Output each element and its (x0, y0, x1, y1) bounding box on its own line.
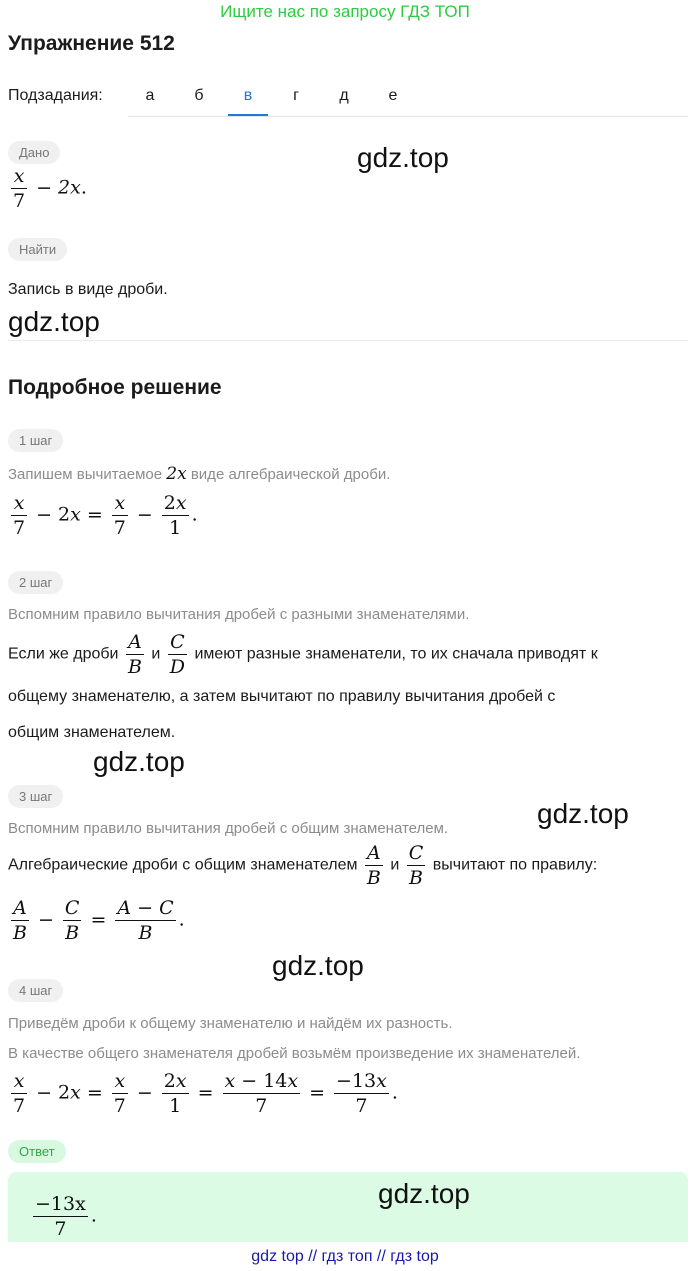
page-title: Упражнение 512 (8, 32, 175, 55)
step-2-rule-line-2: общему знаменателю, а затем вычитают по правилу вычитания дробей с (8, 688, 556, 705)
answer-badge: Ответ (8, 1140, 66, 1163)
watermark: gdz.top (8, 306, 100, 337)
watermark: gdz.top (537, 798, 629, 829)
watermark: gdz.top (357, 142, 449, 173)
step-2-note: Вспомним правило вычитания дробей с разными знаменателями. (8, 606, 470, 623)
tab-b[interactable]: б (194, 87, 204, 104)
answer-box (8, 1172, 688, 1247)
step-3-badge: 3 шаг (8, 785, 63, 808)
footer-links[interactable]: gdz top // гдз топ // гдз top (0, 1242, 690, 1271)
given-expression: $\frac{x}{7}$ − 2x. (13, 165, 87, 212)
step-3-equation: $\frac{A}{B}$ − $\frac{C}{B}$ = $\frac{A - C}{B}$ . (13, 897, 185, 944)
given-badge: Дано (8, 141, 60, 164)
answer-expression: $\frac{-13x}{7}$ . (35, 1193, 97, 1240)
step-3-rule-line: Алгебраические дроби с общим знаменателем $\frac{A}{B}$ и $\frac{C}{B}$ вычитают по правилу: (8, 842, 598, 889)
find-text: Запись в виде дроби. (8, 281, 168, 298)
watermark: gdz.top (93, 746, 185, 777)
step-4-note-2: В качестве общего знаменателя дробей возьмём произведение их знаменателей. (8, 1045, 581, 1062)
step-1-equation: $\frac{x}{7}$ − 2x = $\frac{x}{7}$ − $\frac{2x}{1}$ . (13, 492, 198, 539)
step-4-note-1: Приведём дроби к общему знаменателю и найдём их разность. (8, 1015, 453, 1032)
watermark: gdz.top (272, 950, 364, 981)
tab-g[interactable]: г (293, 87, 299, 104)
tab-d[interactable]: д (339, 87, 349, 104)
step-1-badge: 1 шаг (8, 429, 63, 452)
step-2-rule-line-1: Если же дроби $\frac{A}{B}$ и $\frac{C}{D}$ имеют разные знаменатели, то их сначала приводят к (8, 631, 598, 678)
subtasks-label: Подзадания: (8, 87, 103, 104)
watermark: gdz.top (378, 1178, 470, 1209)
step-3-note: Вспомним правило вычитания дробей с общим знаменателем. (8, 820, 449, 837)
step-2-badge: 2 шаг (8, 571, 63, 594)
step-4-badge: 4 шаг (8, 979, 63, 1002)
divider (8, 340, 688, 341)
step-1-note: Запишем вычитаемое 2x виде алгебраической дроби. (8, 464, 391, 484)
find-badge: Найти (8, 238, 67, 261)
subtask-tabs (128, 80, 688, 117)
solution-title: Подробное решение (8, 376, 222, 399)
tab-a[interactable]: а (145, 87, 155, 104)
step-4-equation: $\frac{x}{7}$ − 2x = $\frac{x}{7}$ − $\frac{2x}{1}$ = $\frac{x - 14x}{7}$ = $\frac{-13x}{7}$ . (13, 1070, 398, 1117)
tab-e[interactable]: е (388, 87, 398, 104)
search-banner: Ищите нас по запросу ГДЗ ТОП (220, 2, 470, 21)
tab-v[interactable]: в (228, 80, 268, 116)
step-2-rule-line-3: общим знаменателем. (8, 724, 176, 741)
